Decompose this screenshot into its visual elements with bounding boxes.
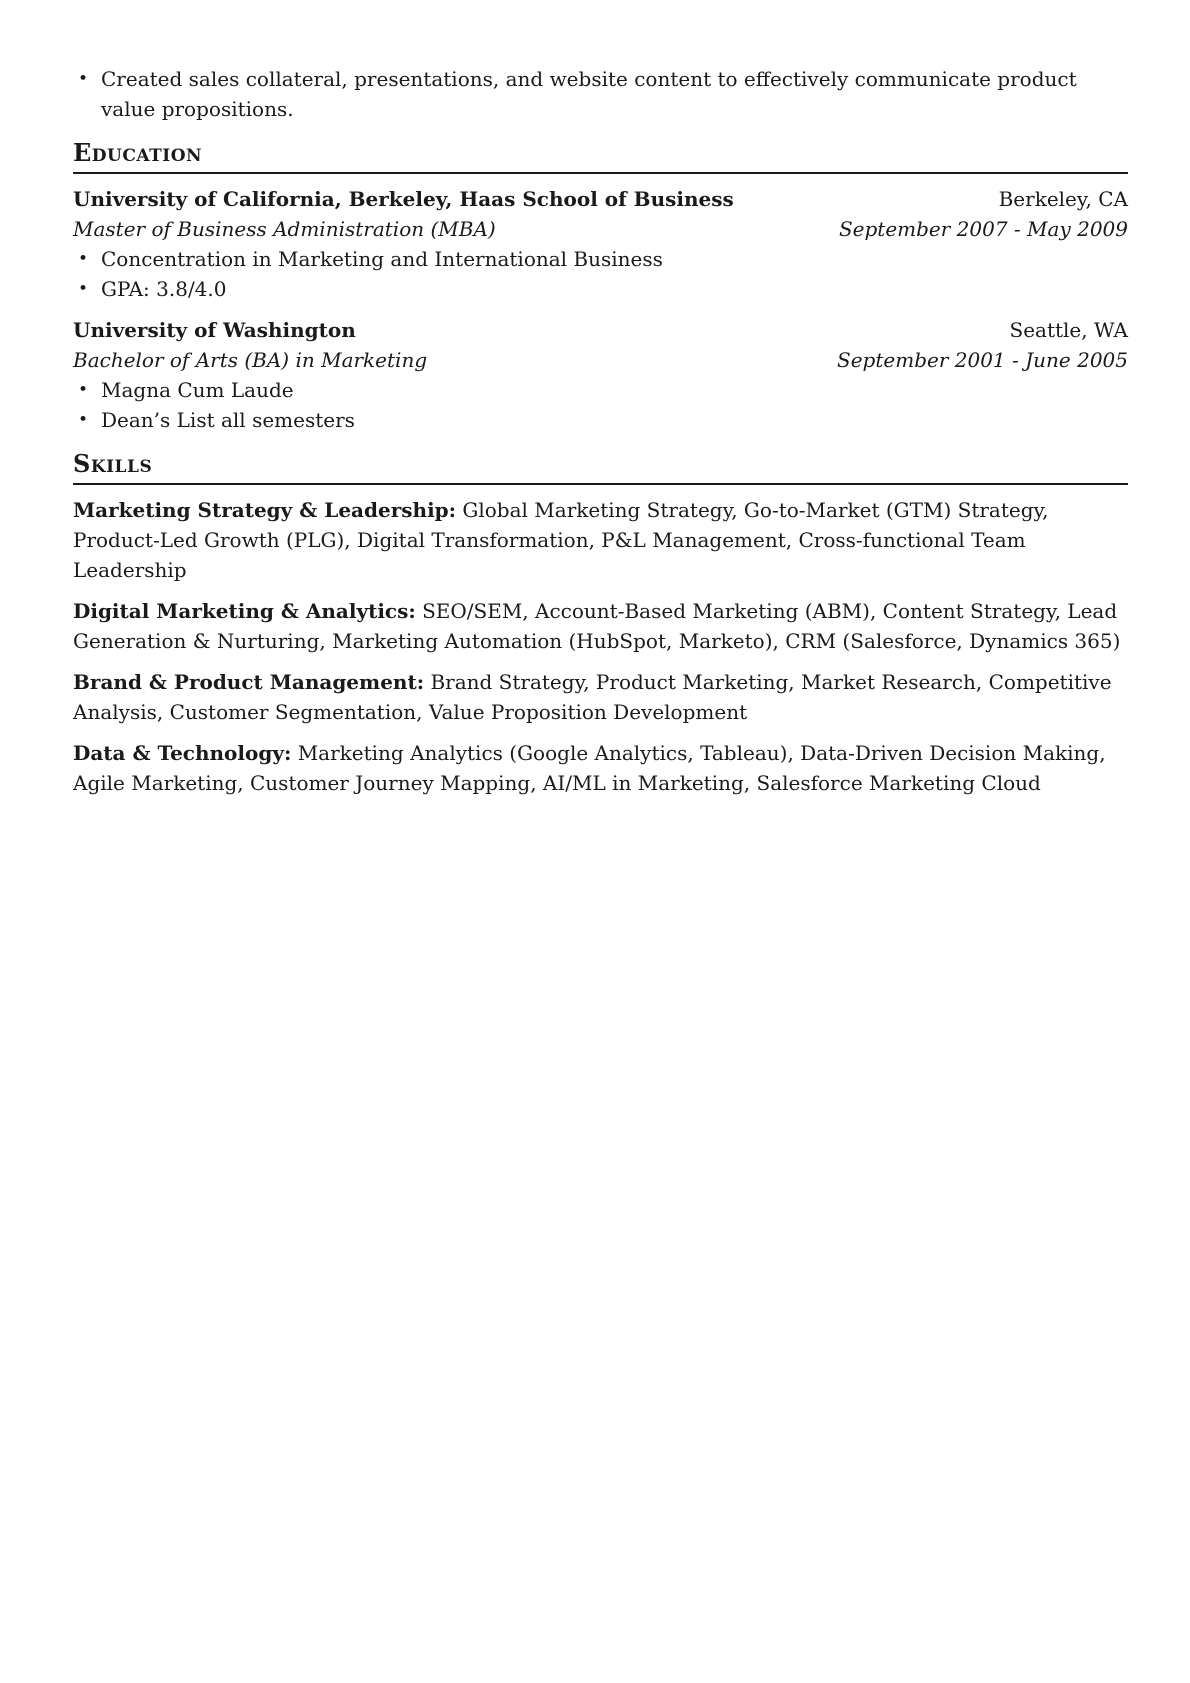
- skill-item: [73, 596, 1128, 656]
- education-section-title: Education: [73, 138, 1128, 174]
- skills-list: [73, 495, 1128, 798]
- education-entry-header: [73, 315, 1128, 345]
- education-bullet: • Magna Cum Laude: [73, 375, 1128, 405]
- education-entry-washington: [73, 315, 1128, 435]
- skill-text: Global Marketing Strategy, Go-to-Market (GTM) Strategy, Product-Led Growth (PLG), Digital Transformation, P&L Management, Cross-functional Team Leadership: [73, 498, 1049, 582]
- education-bullet-list: [73, 244, 1128, 304]
- education-bullet: • Dean’s List all semesters: [73, 405, 1128, 435]
- school-location: Seattle, WA: [1009, 318, 1128, 342]
- resume-page: [73, 64, 1128, 798]
- experience-bullet: • Created sales collateral, presentations, and website content to effectively communicate product value propositions.: [73, 64, 1128, 124]
- experience-bullet-list: [73, 64, 1128, 124]
- skill-item: [73, 495, 1128, 585]
- school-name: University of Washington: [73, 318, 356, 342]
- education-entry-subheader: [73, 214, 1128, 244]
- skill-label: Digital Marketing & Analytics:: [73, 599, 416, 623]
- skill-text: Brand Strategy, Product Marketing, Market Research, Competitive Analysis, Customer Segmentation, Value Proposition Development: [73, 670, 1112, 724]
- skill-label: Data & Technology:: [73, 741, 292, 765]
- school-location: Berkeley, CA: [998, 187, 1128, 211]
- skills-section-title: Skills: [73, 449, 1128, 485]
- education-entry-header: [73, 184, 1128, 214]
- degree: Bachelor of Arts (BA) in Marketing: [73, 348, 428, 372]
- degree: Master of Business Administration (MBA): [73, 217, 496, 241]
- education-bullet: • GPA: 3.8/4.0: [73, 274, 1128, 304]
- education-bullet-list: [73, 375, 1128, 435]
- skill-item: [73, 667, 1128, 727]
- skill-item: [73, 738, 1128, 798]
- school-name: University of California, Berkeley, Haas School of Business: [73, 187, 734, 211]
- skill-label: Brand & Product Management:: [73, 670, 425, 694]
- education-entry-berkeley: [73, 184, 1128, 304]
- skill-text: SEO/SEM, Account-Based Marketing (ABM), Content Strategy, Lead Generation & Nurturing, Marketing Automation (HubSpot, Marketo), CRM (Salesforce, Dynamics 365): [73, 599, 1121, 653]
- dates: September 2001 - June 2005: [837, 348, 1128, 372]
- education-entry-subheader: [73, 345, 1128, 375]
- skill-text: Marketing Analytics (Google Analytics, Tableau), Data-Driven Decision Making, Agile Marketing, Customer Journey Mapping, AI/ML in Marketing, Salesforce Marketing Cloud: [73, 741, 1106, 795]
- skill-label: Marketing Strategy & Leadership:: [73, 498, 457, 522]
- dates: September 2007 - May 2009: [838, 217, 1128, 241]
- education-bullet: • Concentration in Marketing and International Business: [73, 244, 1128, 274]
